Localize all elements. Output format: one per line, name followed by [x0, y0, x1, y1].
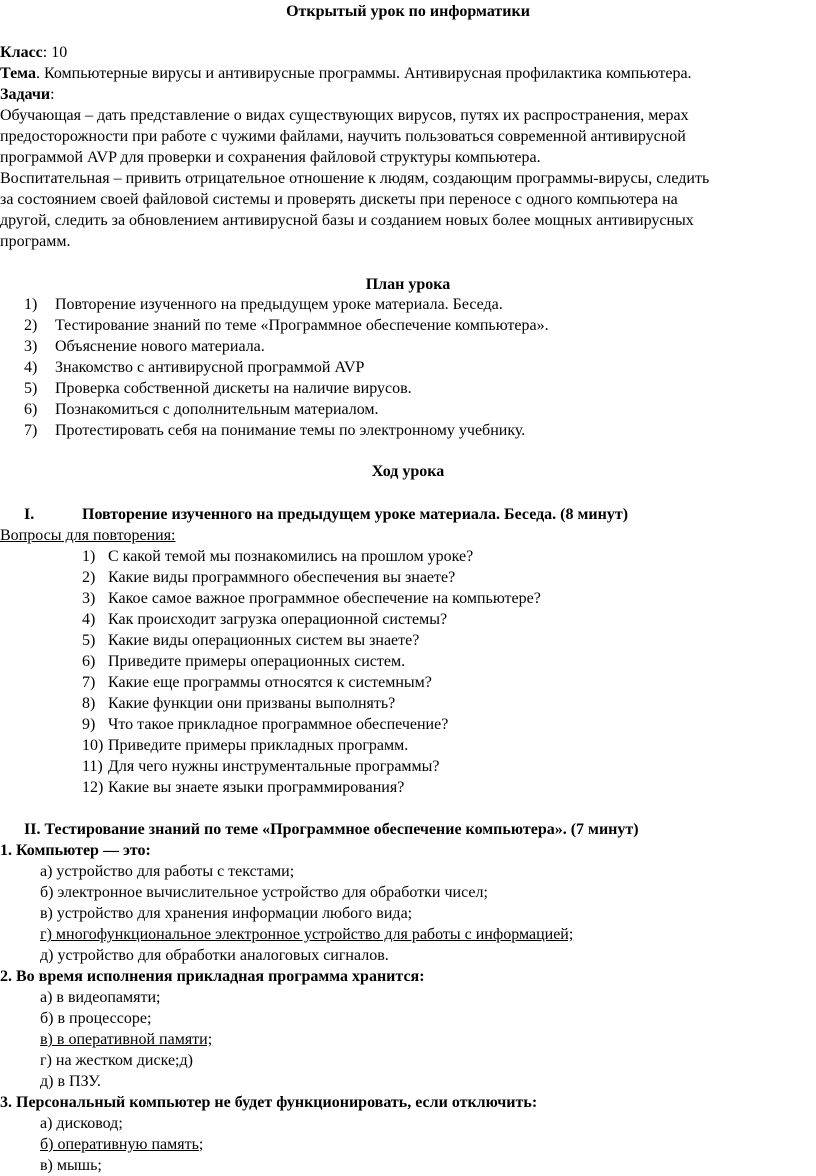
test-answer-correct: в) в оперативной памяти; — [40, 1031, 213, 1048]
goal-line: Воспитательная – привить отрицательное отношение к людям, создающим программы-вирусы, следить — [0, 170, 710, 187]
question-text: Какие вы знаете языки программирования? — [108, 779, 405, 796]
course-heading: Ход урока — [371, 463, 445, 480]
class-label: Класс — [0, 44, 43, 61]
class-value: : 10 — [42, 44, 68, 61]
plan-item-text: Познакомиться с дополнительным материалом. — [55, 401, 379, 418]
plan-item-text: Проверка собственной дискеты на наличие вирусов. — [55, 380, 412, 397]
question-text: Какие функции они призваны выполнять? — [108, 695, 396, 712]
plan-item-text: Повторение изученного на предыдущем уроке материала. Беседа. — [55, 296, 503, 313]
test-answer: а) устройство для работы с текстами; — [40, 863, 295, 880]
question-item — [82, 694, 395, 714]
plan-item-text: Протестировать себя на понимание темы по электронному учебнику. — [55, 422, 526, 439]
test-answer-correct: г) многофункциональное электронное устройство для работы с информацией; — [40, 926, 574, 943]
question-item — [82, 547, 473, 567]
test-answer-correct: б) оперативную память — [40, 1136, 199, 1153]
question-item — [82, 589, 541, 609]
page-title: Открытый урок по информатики — [286, 3, 530, 20]
question-text: Какие виды операционных систем вы знаете? — [108, 632, 420, 649]
question-number: 1) — [82, 548, 96, 565]
goal-line: предосторожности при работе с чужими файлами, научить пользоваться современной антивирусной — [0, 128, 686, 145]
question-number: 10) — [82, 737, 104, 754]
plan-item-text: Тестирование знаний по теме «Программное обеспечение компьютера». — [55, 317, 549, 334]
section-1-title: Повторение изученного на предыдущем уроке материала. Беседа. (8 минут) — [82, 506, 629, 523]
topic-line — [0, 64, 692, 84]
test-answer: в) мышь; — [40, 1157, 102, 1174]
question-item — [82, 568, 455, 588]
test-answer: д) устройство для обработки аналоговых сигналов. — [40, 947, 389, 964]
plan-item — [24, 400, 379, 420]
plan-item-text: Объяснение нового материала. — [55, 338, 265, 355]
test-answer: б) электронное вычислительное устройство для обработки чисел; — [40, 884, 488, 901]
question-number: 3) — [82, 590, 96, 607]
test-answer-suffix: ; — [198, 1136, 204, 1153]
plan-item — [24, 379, 412, 399]
test-answer-line — [40, 1135, 203, 1155]
question-item — [82, 736, 408, 756]
test-answer: в) устройство для хранения информации любого вида; — [40, 905, 413, 922]
question-item — [82, 673, 432, 693]
class-line — [0, 43, 67, 63]
plan-item-number: 7) — [24, 422, 38, 439]
topic-value: . Компьютерные вирусы и антивирусные программы. Антивирусная профилактика компьютера. — [35, 65, 692, 82]
question-text: Какие виды программного обеспечения вы знаете? — [108, 569, 456, 586]
plan-item — [24, 421, 525, 441]
question-text: Для чего нужны инструментальные программы? — [108, 758, 440, 775]
plan-item — [24, 295, 503, 315]
goal-line: другой, следить за обновлением антивирусной базы и созданием новых более мощных антивирусных — [0, 212, 694, 229]
plan-item-number: 2) — [24, 317, 38, 334]
tasks-line — [0, 85, 55, 105]
question-item — [82, 652, 405, 672]
question-number: 2) — [82, 569, 96, 586]
plan-item — [24, 358, 364, 378]
goal-line: программ. — [0, 233, 71, 250]
question-item — [82, 715, 448, 735]
question-text: Что такое прикладное программное обеспечение? — [108, 716, 449, 733]
question-number: 6) — [82, 653, 96, 670]
question-number: 9) — [82, 716, 96, 733]
test-question: 1. Компьютер — это: — [0, 842, 151, 859]
test-answer: г) на жестком диске;д) — [40, 1052, 193, 1069]
question-item — [82, 610, 447, 630]
plan-item-text: Знакомство с антивирусной программой AVP — [55, 359, 365, 376]
question-number: 7) — [82, 674, 96, 691]
goal-line: за состоянием своей файловой системы и проверять дискеты при переносе с одного компьютера на — [0, 191, 678, 208]
plan-item-number: 5) — [24, 380, 38, 397]
question-text: Приведите примеры прикладных программ. — [108, 737, 409, 754]
test-answer: а) в видеопамяти; — [40, 989, 161, 1006]
questions-label: Вопросы для повторения: — [0, 527, 176, 544]
plan-item-number: 1) — [24, 296, 38, 313]
test-question: 2. Во время исполнения прикладная программа хранится: — [0, 968, 425, 985]
question-text: Приведите примеры операционных систем. — [108, 653, 406, 670]
question-number: 8) — [82, 695, 96, 712]
plan-item — [24, 337, 265, 357]
question-text: Какое самое важное программное обеспечение на компьютере? — [108, 590, 541, 607]
test-answer: а) дисковод; — [40, 1115, 123, 1132]
test-answer: д) в ПЗУ. — [40, 1073, 101, 1090]
section-1-number: I. — [24, 506, 35, 523]
question-number: 11) — [82, 758, 103, 775]
goal-line: Обучающая – дать представление о видах существующих вирусов, путях их распространения, мерах — [0, 107, 689, 124]
tasks-label: Задачи — [0, 86, 51, 103]
plan-heading: План урока — [365, 276, 451, 293]
question-text: Как происходит загрузка операционной системы? — [108, 611, 448, 628]
plan-item-number: 6) — [24, 401, 38, 418]
question-number: 4) — [82, 611, 96, 628]
test-question: 3. Персональный компьютер не будет функционировать, если отключить: — [0, 1094, 538, 1111]
question-text: С какой темой мы познакомились на прошлом уроке? — [108, 548, 474, 565]
question-text: Какие еще программы относятся к системным? — [108, 674, 432, 691]
section-1-heading — [24, 505, 628, 525]
question-item — [82, 778, 404, 798]
tasks-colon: : — [50, 86, 55, 103]
plan-item — [24, 316, 549, 336]
goal-line: программой AVP для проверки и сохранения файловой структуры компьютера. — [0, 149, 541, 166]
section-2-heading: II. Тестирование знаний по теме «Программное обеспечение компьютера». (7 минут) — [24, 821, 639, 838]
question-item — [82, 757, 440, 777]
question-number: 5) — [82, 632, 96, 649]
plan-item-number: 4) — [24, 359, 38, 376]
plan-item-number: 3) — [24, 338, 38, 355]
question-item — [82, 631, 419, 651]
question-number: 12) — [82, 779, 104, 796]
topic-label: Тема — [0, 65, 36, 82]
test-answer: б) в процессоре; — [40, 1010, 152, 1027]
